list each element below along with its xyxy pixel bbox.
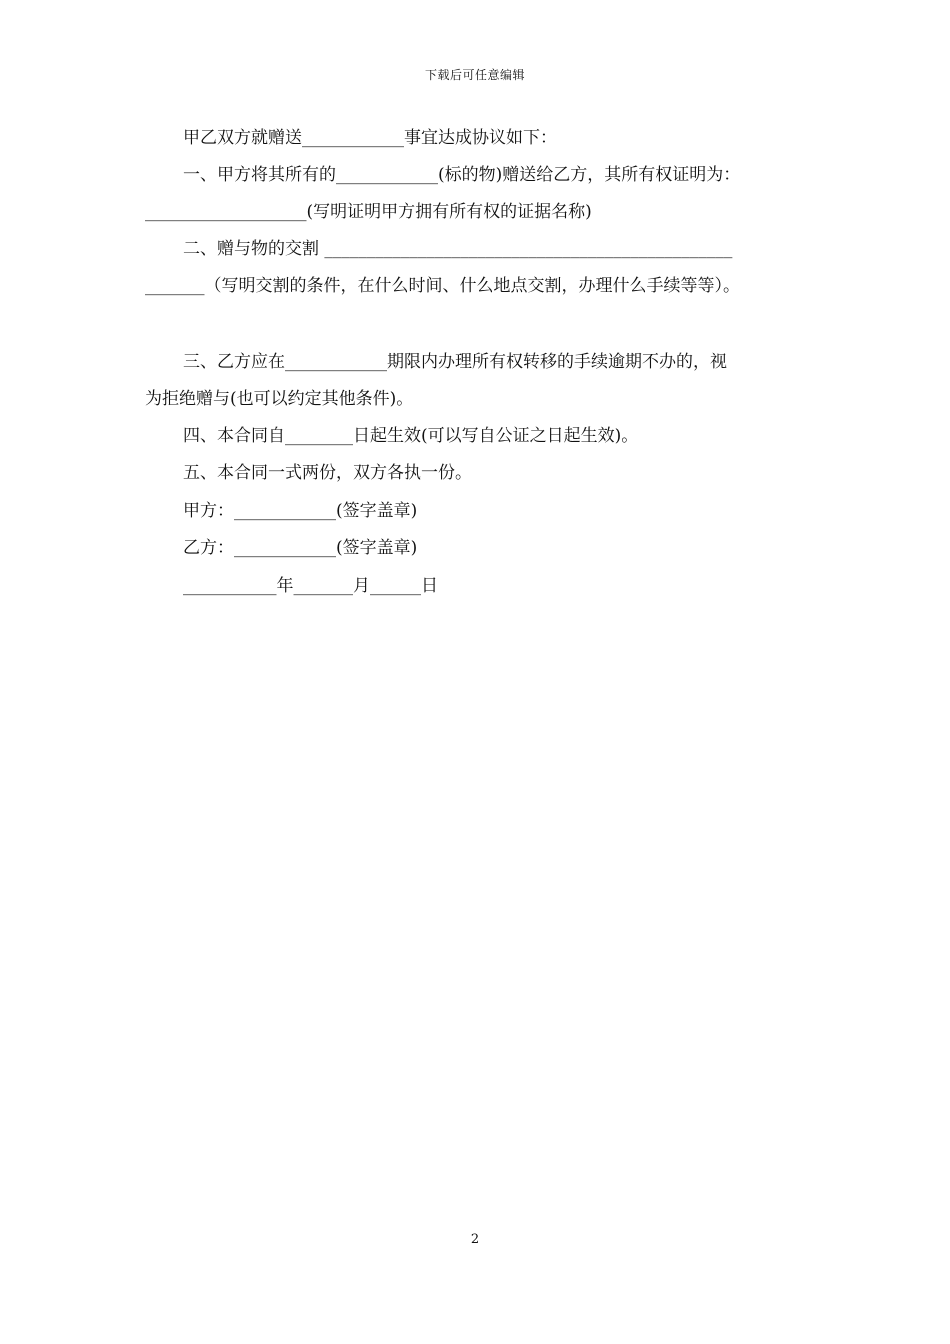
line-party-a-signature: 甲方：____________(签字盖章) [183, 501, 418, 521]
line-clause-3: 三、乙方应在____________期限内办理所有权转移的手续逾期不办的，视 [183, 352, 727, 372]
header-note: 下载后可任意编辑 [424, 68, 525, 82]
line-clause-3-cont: 为拒绝赠与(也可以约定其他条件)。 [145, 389, 414, 409]
line-intro: 甲乙双方就赠送____________事宜达成协议如下： [183, 128, 557, 148]
line-clause-1: 一、甲方将其所有的____________(标的物)赠送给乙方，其所有权证明为： [183, 165, 741, 185]
page-number: 2 [470, 1232, 480, 1247]
line-party-b-signature: 乙方：____________(签字盖章) [183, 538, 418, 558]
line-date: ___________年_______月______日 [183, 576, 438, 596]
line-clause-2: 二、赠与物的交割 ________________________________________________ [183, 239, 733, 259]
line-clause-5: 五、本合同一式两份，双方各执一份。 [183, 463, 472, 483]
line-clause-1-cont: ___________________(写明证明甲方拥有所有权的证据名称) [145, 202, 592, 222]
line-clause-2-cont: _______（写明交割的条件，在什么时间、什么地点交割，办理什么手续等等）。 [145, 276, 740, 296]
line-clause-4: 四、本合同自________日起生效(可以写自公证之日起生效)。 [183, 426, 639, 446]
page-footer [0, 1232, 950, 1247]
